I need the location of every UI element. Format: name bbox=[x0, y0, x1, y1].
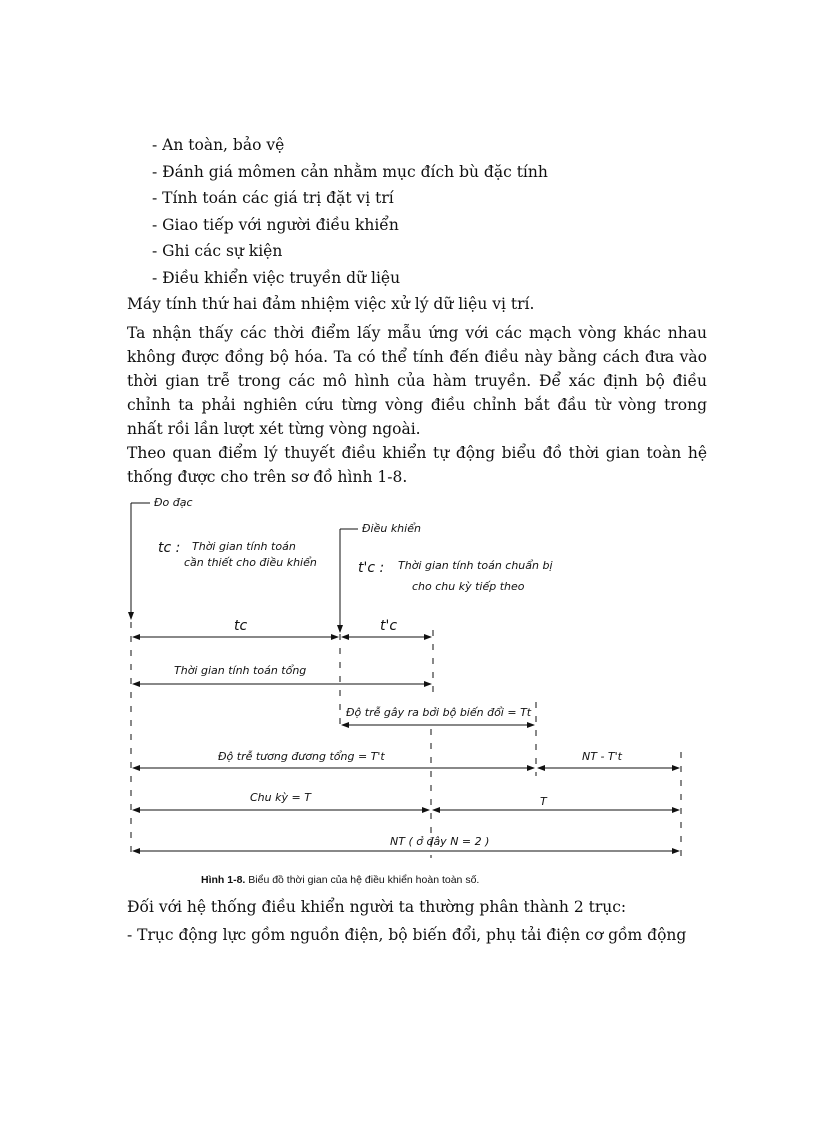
caption-text: Biểu đồ thời gian của hệ điều khiển hoàn toàn số. bbox=[248, 874, 480, 886]
paragraph-theory: Theo quan điểm lý thuyết điều khiển tự động biểu đồ thời gian toàn hệ thống được cho trên sơ đồ hình 1-8. bbox=[127, 444, 707, 486]
bullet-item: - Ghi các sự kiện bbox=[152, 242, 283, 260]
label-converter-delay: Độ trễ gây ra bởi bộ biến đổi = Tt bbox=[346, 706, 532, 719]
label-T: T bbox=[540, 795, 547, 808]
tcp-def-symbol: t'c : bbox=[358, 560, 385, 576]
paragraph-axes: Đối với hệ thống điều khiển người ta thường phân thành 2 trục: bbox=[127, 898, 627, 916]
tcp-def-line2: cho chu kỳ tiếp theo bbox=[412, 580, 525, 593]
bullet-item: - Tính toán các giá trị đặt vị trí bbox=[152, 189, 394, 207]
figure-caption bbox=[201, 874, 479, 886]
bullet-item: - Đánh giá mômen cản nhằm mục đích bù đặc tính bbox=[152, 162, 548, 181]
paragraph-power-axis: - Trục động lực gồm nguồn điện, bộ biến đổi, phụ tải điện cơ gồm động bbox=[127, 926, 687, 944]
timing-diagram bbox=[120, 494, 700, 874]
label-cycle: Chu kỳ = T bbox=[250, 791, 311, 804]
tc-def-line1: Thời gian tính toán bbox=[192, 540, 296, 553]
label-measure: Đo đạc bbox=[154, 496, 193, 509]
label-equiv-delay: Độ trễ tương đương tổng = T't bbox=[218, 750, 385, 763]
timing-diagram-svg bbox=[120, 494, 700, 874]
label-tcp: t'c bbox=[380, 618, 398, 634]
tc-def-symbol: tc : bbox=[158, 540, 181, 556]
bullet-list bbox=[152, 132, 548, 291]
bullet-item: - An toàn, bảo vệ bbox=[152, 136, 285, 154]
label-NT: NT ( ở đây N = 2 ) bbox=[390, 835, 490, 848]
label-tc: tc bbox=[234, 618, 248, 634]
label-nt-minus: NT - T't bbox=[582, 750, 622, 763]
paragraph-sampling bbox=[127, 321, 707, 441]
paragraph-second-computer: Máy tính thứ hai đảm nhiệm việc xử lý dữ liệu vị trí. bbox=[127, 295, 535, 313]
bullet-item: - Giao tiếp với người điều khiển bbox=[152, 215, 399, 234]
tc-def-line2: cần thiết cho điều khiển bbox=[184, 556, 317, 569]
label-control: Điều khiển bbox=[362, 522, 421, 535]
tcp-def-line1: Thời gian tính toán chuẩn bị bbox=[398, 559, 553, 572]
bullet-item: - Điều khiển việc truyền dữ liệu bbox=[152, 268, 401, 287]
label-total-calc: Thời gian tính toán tổng bbox=[174, 664, 307, 677]
caption-label: Hình 1-8. bbox=[201, 874, 246, 886]
paragraph-sampling-text: Ta nhận thấy các thời điểm lấy mẫu ứng với các mạch vòng khác nhau không được đồng bộ hóa. Ta có thể tính đến điều này bằng cách đưa vào thời gian trễ trong các mô hình của hàm truyền. Để xác định bộ điều chỉnh ta phải nghiên cứu từng vòng điều chỉnh bắt đầu từ vòng trong nhất rồi lần lượt xét từng vòng ngoài. bbox=[127, 324, 707, 438]
